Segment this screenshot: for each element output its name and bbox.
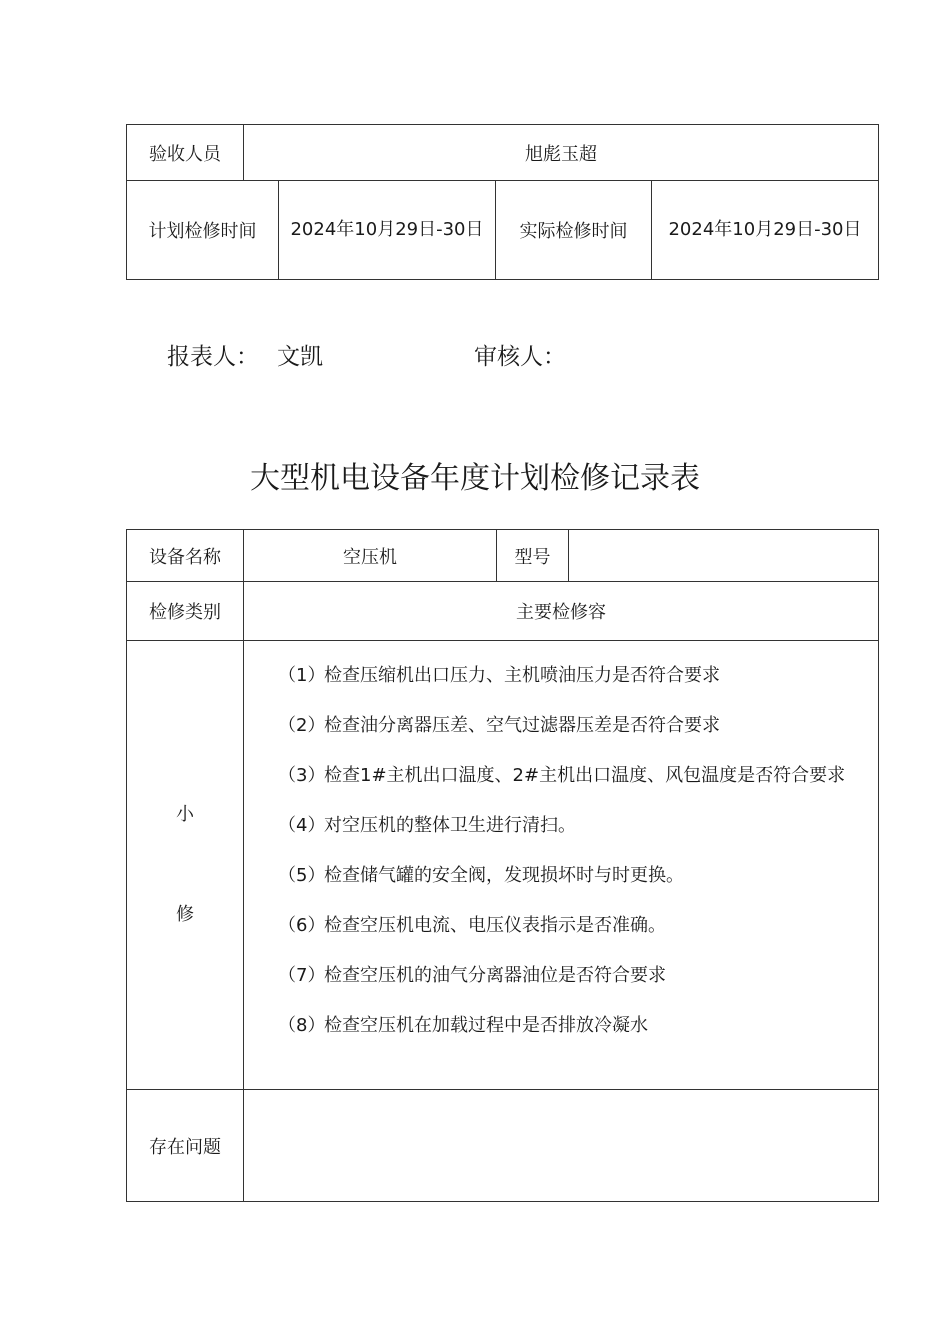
item-number: （6） [278, 915, 326, 936]
item-number: （1） [278, 665, 326, 686]
item-text: 检查1#主机出口温度、2#主机出口温度、风包温度是否符合要求 [324, 765, 846, 786]
category-label: 检修类别 [127, 582, 244, 641]
equipment-name-label: 设备名称 [127, 530, 244, 582]
list-item [244, 951, 874, 1001]
item-number: （8） [278, 1015, 326, 1036]
minor-label-2: 修 [176, 904, 194, 925]
item-text: 检查空压机的油气分离器油位是否符合要求 [324, 965, 666, 986]
list-item [244, 751, 874, 801]
minor-label-1: 小 [176, 804, 194, 825]
item-text: 检查油分离器压差、空气过滤器压差是否符合要求 [324, 715, 720, 736]
items-cell [244, 641, 879, 1090]
list-item [244, 651, 874, 701]
model-label: 型号 [497, 530, 569, 582]
reporter-label: 报表人： [167, 344, 259, 370]
item-number: （3） [278, 765, 326, 786]
content-label: 主要检修容 [244, 582, 879, 641]
item-number: （5） [278, 865, 326, 886]
item-text: 检查储气罐的安全阀，发现损坏时与时更换。 [324, 865, 684, 886]
reviewer-label: 审核人： [474, 344, 566, 370]
reporter-name: 文凯 [277, 344, 323, 370]
item-text: 对空压机的整体卫生进行清扫。 [324, 815, 576, 836]
planned-time-value: 2024年10月29日-30日 [279, 181, 496, 280]
item-text: 检查压缩机出口压力、主机喷油压力是否符合要求 [324, 665, 720, 686]
model-value [569, 530, 879, 582]
minor-repair-cell [127, 641, 244, 1090]
issues-label: 存在问题 [127, 1090, 244, 1202]
planned-time-label: 计划检修时间 [127, 181, 279, 280]
acceptor-label: 验收人员 [127, 125, 244, 181]
item-text: 检查空压机电流、电压仪表指示是否准确。 [324, 915, 666, 936]
list-item [244, 1001, 874, 1051]
maintenance-record-table [126, 529, 879, 1202]
items-list [244, 641, 878, 1055]
list-item [244, 901, 874, 951]
list-item [244, 851, 874, 901]
acceptor-value: 旭彪玉超 [244, 125, 879, 181]
actual-time-value: 2024年10月29日-30日 [652, 181, 879, 280]
item-number: （2） [278, 715, 326, 736]
list-item [244, 701, 874, 751]
issues-value [244, 1090, 879, 1202]
acceptance-table [126, 124, 879, 280]
item-text: 检查空压机在加载过程中是否排放冷凝水 [324, 1015, 648, 1036]
list-item [244, 801, 874, 851]
document-title: 大型机电设备年度计划检修记录表 [250, 461, 700, 497]
actual-time-label: 实际检修时间 [496, 181, 652, 280]
equipment-name-value: 空压机 [244, 530, 497, 582]
item-number: （7） [278, 965, 326, 986]
item-number: （4） [278, 815, 326, 836]
